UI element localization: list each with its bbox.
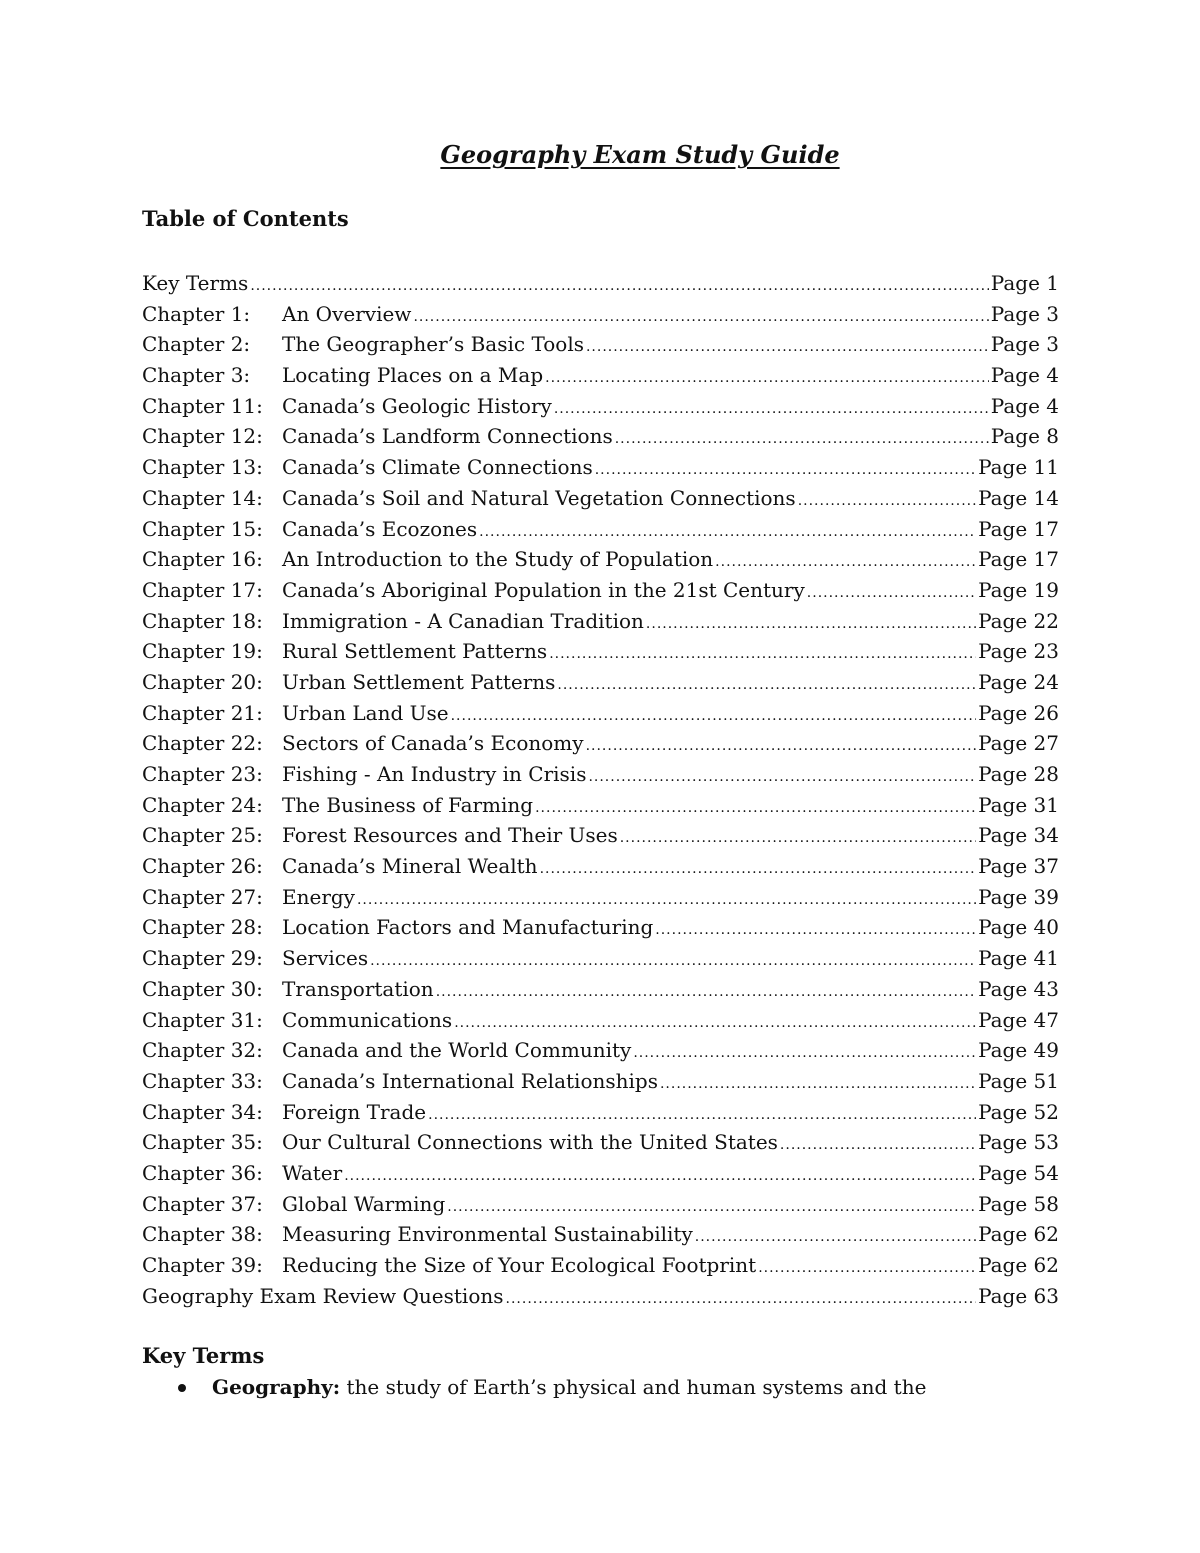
toc-entry (142, 912, 1059, 943)
toc-chapter-number: Chapter 3: (142, 363, 251, 388)
toc-entry-title: Reducing the Size of Your Ecological Footprint (282, 1253, 757, 1277)
toc-dot-leader (451, 701, 976, 732)
toc-dot-leader (646, 609, 976, 640)
toc-entry-title: Foreign Trade (282, 1099, 427, 1124)
toc-dot-leader (798, 486, 976, 517)
toc-page-number: Page 40 (978, 915, 1059, 940)
toc-entry-title: An Overview (282, 301, 412, 326)
toc-page-number: Page 4 (990, 363, 1059, 388)
toc-entry (142, 1127, 1059, 1158)
table-of-contents (142, 268, 1059, 1311)
toc-page-number: Page 19 (978, 577, 1059, 602)
toc-entry-title: Measuring Environmental Sustainability (282, 1222, 693, 1247)
toc-page-number: Page 37 (978, 854, 1059, 879)
toc-entry-title: Canada’s Climate Connections (282, 455, 593, 480)
toc-entry (142, 759, 1059, 790)
toc-chapter-number: Chapter 31: (142, 1007, 263, 1032)
toc-page-number: Page 23 (978, 639, 1059, 664)
toc-dot-leader (807, 578, 976, 609)
toc-entry-title: Transportation (282, 976, 434, 1001)
toc-entry (142, 329, 1059, 360)
toc-dot-leader (545, 363, 989, 394)
toc-entry-title: Urban Settlement Patterns (282, 669, 556, 694)
toc-dot-leader (615, 424, 989, 455)
toc-chapter-number: Chapter 24: (142, 792, 263, 817)
toc-entry (142, 1281, 1059, 1312)
toc-entry-title: Water (282, 1160, 343, 1185)
toc-dot-leader (506, 1284, 977, 1315)
toc-entry (142, 1035, 1059, 1066)
toc-page-number: Page 17 (978, 516, 1059, 541)
toc-dot-leader (758, 1253, 976, 1284)
toc-entry-title: Canada’s Geologic History (282, 393, 552, 418)
toc-page-number: Page 14 (978, 485, 1059, 510)
toc-entry-title: Canada’s Aboriginal Population in the 21st Century (282, 577, 805, 602)
toc-page-number: Page 4 (990, 393, 1059, 418)
toc-page-number: Page 53 (978, 1130, 1059, 1155)
toc-entry-title: Services (282, 946, 369, 971)
toc-chapter-number: Chapter 34: (142, 1099, 263, 1124)
toc-entry (142, 1097, 1059, 1128)
toc-chapter-number: Chapter 26: (142, 854, 263, 879)
toc-dot-leader (535, 793, 976, 824)
toc-dot-leader (428, 1100, 976, 1131)
toc-entry-title: Canada’s International Relationships (282, 1068, 658, 1093)
toc-dot-leader (447, 1192, 976, 1223)
toc-dot-leader (370, 946, 976, 977)
toc-dot-leader (413, 302, 988, 333)
toc-dot-leader (715, 547, 976, 578)
toc-chapter-number: Chapter 17: (142, 577, 263, 602)
toc-page-number: Page 47 (978, 1007, 1059, 1032)
toc-chapter-number: Chapter 22: (142, 731, 263, 756)
toc-dot-leader (549, 639, 976, 670)
toc-page-number: Page 31 (978, 792, 1059, 817)
toc-chapter-number: Chapter 1: (142, 301, 251, 326)
toc-entry-title: Global Warming (282, 1191, 446, 1216)
key-terms-heading: Key Terms (142, 1343, 265, 1368)
toc-page-number: Page 28 (978, 762, 1059, 786)
toc-chapter-number: Chapter 27: (142, 884, 263, 909)
toc-entry (142, 483, 1059, 514)
toc-page-number: Page 49 (978, 1038, 1059, 1063)
toc-entry (142, 1066, 1059, 1097)
toc-entry (142, 421, 1059, 452)
toc-dot-leader (780, 1130, 976, 1161)
toc-dot-leader (695, 1222, 976, 1253)
toc-page-number: Page 3 (990, 332, 1059, 357)
toc-entry (142, 606, 1059, 637)
toc-dot-leader (588, 762, 976, 793)
toc-chapter-number: Chapter 13: (142, 455, 263, 480)
toc-chapter-number: Chapter 19: (142, 639, 263, 664)
toc-page-number: Page 34 (978, 823, 1059, 848)
toc-chapter-number: Chapter 39: (142, 1253, 263, 1277)
toc-dot-leader (660, 1069, 976, 1100)
toc-page-number: Page 17 (978, 547, 1059, 572)
toc-page-number: Page 1 (990, 271, 1059, 295)
toc-entry (142, 391, 1059, 422)
toc-entry (142, 299, 1059, 330)
toc-chapter-number: Chapter 30: (142, 976, 263, 1001)
bullet-icon (178, 1384, 186, 1392)
toc-page-number: Page 62 (978, 1222, 1059, 1247)
key-term-name: Geography: (212, 1375, 341, 1399)
toc-chapter-number: Chapter 2: (142, 332, 251, 357)
toc-entry (142, 790, 1059, 821)
toc-entry-title: Immigration - A Canadian Tradition (282, 608, 644, 633)
toc-dot-leader (344, 1161, 976, 1192)
toc-dot-leader (454, 1008, 976, 1039)
toc-heading: Table of Contents (142, 206, 349, 231)
toc-chapter-number: Chapter 18: (142, 608, 263, 633)
toc-chapter-number: Chapter 25: (142, 823, 263, 848)
toc-entry-title: Locating Places on a Map (282, 363, 544, 388)
toc-dot-leader (595, 455, 976, 486)
toc-dot-leader (479, 517, 976, 548)
toc-entry-title: Urban Land Use (282, 700, 449, 725)
toc-chapter-number: Chapter 36: (142, 1160, 263, 1185)
toc-page-number: Page 43 (978, 976, 1059, 1001)
toc-chapter-number: Chapter 29: (142, 946, 263, 971)
toc-chapter-number: Chapter 32: (142, 1038, 263, 1063)
key-terms-list (172, 1374, 926, 1400)
toc-entry-title: Canada’s Soil and Natural Vegetation Connections (282, 485, 796, 510)
toc-entry-title: Canada’s Landform Connections (282, 424, 613, 449)
toc-entry-title: Canada’s Ecozones (282, 516, 478, 541)
toc-entry-title: Energy (282, 884, 355, 909)
document-title: Geography Exam Study Guide (440, 140, 840, 169)
toc-entry-title: Communications (282, 1007, 453, 1032)
toc-entry (142, 698, 1059, 729)
toc-entry-title: Canada and the World Community (282, 1038, 632, 1063)
toc-chapter-number: Chapter 20: (142, 669, 263, 694)
toc-entry (142, 667, 1059, 698)
key-term-definition: the study of Earth’s physical and human systems and the (340, 1375, 927, 1399)
toc-chapter-number: Chapter 38: (142, 1222, 263, 1247)
toc-entry-title: Key Terms (142, 271, 249, 295)
toc-entry (142, 1158, 1059, 1189)
toc-chapter-number: Chapter 14: (142, 485, 263, 510)
toc-entry (142, 974, 1059, 1005)
toc-page-number: Page 54 (978, 1160, 1059, 1185)
toc-page-number: Page 27 (978, 731, 1059, 756)
toc-chapter-number: Chapter 23: (142, 762, 263, 786)
toc-chapter-number: Chapter 28: (142, 915, 263, 940)
toc-page-number: Page 26 (978, 700, 1059, 725)
toc-dot-leader (540, 854, 976, 885)
toc-page-number: Page 63 (978, 1283, 1059, 1308)
toc-dot-leader (357, 885, 976, 916)
toc-chapter-number: Chapter 12: (142, 424, 263, 449)
toc-entry (142, 575, 1059, 606)
toc-entry (142, 851, 1059, 882)
toc-entry (142, 882, 1059, 913)
toc-entry (142, 514, 1059, 545)
toc-entry (142, 360, 1059, 391)
toc-entry-title: Sectors of Canada’s Economy (282, 731, 584, 756)
toc-chapter-number: Chapter 35: (142, 1130, 263, 1155)
toc-dot-leader (633, 1038, 976, 1069)
toc-entry-title: Geography Exam Review Questions (142, 1283, 504, 1308)
toc-entry (142, 544, 1059, 575)
toc-chapter-number: Chapter 16: (142, 547, 263, 572)
toc-entry-title: The Geographer’s Basic Tools (282, 332, 584, 357)
toc-entry (142, 1005, 1059, 1036)
toc-page-number: Page 39 (978, 884, 1059, 909)
toc-entry (142, 728, 1059, 759)
toc-page-number: Page 62 (978, 1253, 1059, 1277)
toc-entry (142, 943, 1059, 974)
toc-dot-leader (436, 977, 976, 1008)
toc-entry-title: An Introduction to the Study of Population (282, 547, 714, 572)
toc-entry (142, 1250, 1059, 1281)
toc-dot-leader (586, 731, 977, 762)
toc-entry-title: Canada’s Mineral Wealth (282, 854, 538, 879)
toc-dot-leader (586, 332, 989, 363)
toc-entry-title: Fishing - An Industry in Crisis (282, 762, 587, 786)
toc-page-number: Page 51 (978, 1068, 1059, 1093)
toc-entry-title: Location Factors and Manufacturing (282, 915, 654, 940)
toc-chapter-number: Chapter 15: (142, 516, 263, 541)
toc-chapter-number: Chapter 37: (142, 1191, 263, 1216)
toc-entry-title: The Business of Farming (282, 792, 534, 817)
toc-page-number: Page 58 (978, 1191, 1059, 1216)
toc-page-number: Page 22 (978, 608, 1059, 633)
toc-dot-leader (250, 271, 988, 302)
toc-chapter-number: Chapter 11: (142, 393, 263, 418)
toc-entry-title: Rural Settlement Patterns (282, 639, 548, 664)
toc-page-number: Page 24 (978, 669, 1059, 694)
toc-entry-title: Forest Resources and Their Uses (282, 823, 618, 848)
toc-page-number: Page 52 (978, 1099, 1059, 1124)
toc-dot-leader (620, 823, 976, 854)
toc-page-number: Page 8 (990, 424, 1059, 449)
toc-entry (142, 268, 1059, 299)
toc-dot-leader (554, 394, 989, 425)
toc-entry (142, 820, 1059, 851)
toc-chapter-number: Chapter 33: (142, 1068, 263, 1093)
key-term-item (172, 1374, 926, 1400)
toc-entry (142, 1189, 1059, 1220)
toc-page-number: Page 11 (978, 455, 1059, 480)
toc-entry (142, 636, 1059, 667)
toc-dot-leader (557, 670, 976, 701)
toc-dot-leader (655, 915, 976, 946)
toc-entry (142, 452, 1059, 483)
toc-page-number: Page 41 (978, 946, 1059, 971)
toc-entry-title: Our Cultural Connections with the United States (282, 1130, 778, 1155)
toc-page-number: Page 3 (990, 301, 1059, 326)
toc-entry (142, 1219, 1059, 1250)
toc-chapter-number: Chapter 21: (142, 700, 263, 725)
